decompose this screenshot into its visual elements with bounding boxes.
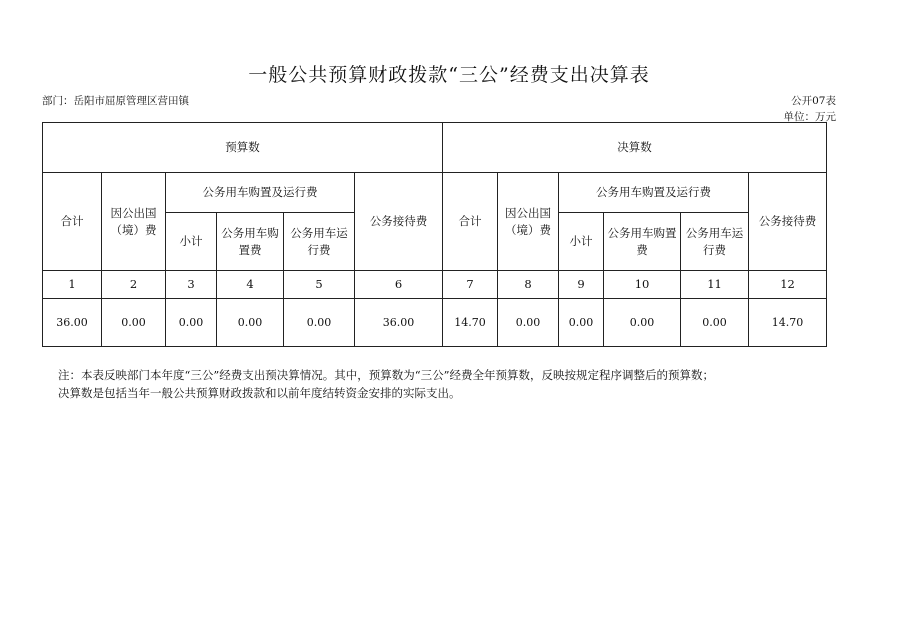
department-label: 部门：岳阳市屈原管理区营田镇: [42, 95, 189, 107]
header-vehicle-purchase-budget: 公务用车购置费: [217, 213, 284, 271]
header-abroad-budget: 因公出国（境）费: [102, 173, 166, 271]
header-budget-group: 预算数: [43, 123, 443, 173]
value-cell: 0.00: [217, 299, 284, 347]
header-reception-budget: 公务接待费: [355, 173, 443, 271]
header-subtotal-final: 小计: [559, 213, 604, 271]
header-total-final: 合计: [443, 173, 498, 271]
index-cell: 8: [498, 271, 559, 299]
value-cell: 0.00: [102, 299, 166, 347]
index-cell: 3: [166, 271, 217, 299]
index-cell: 6: [355, 271, 443, 299]
header-total-budget: 合计: [43, 173, 102, 271]
header-vehicle-operation-budget: 公务用车运行费: [284, 213, 355, 271]
index-cell: 12: [749, 271, 827, 299]
value-cell: 0.00: [604, 299, 681, 347]
index-row: [43, 271, 827, 299]
expenditure-table: [42, 122, 827, 347]
header-vehicle-purchase-final: 公务用车购置费: [604, 213, 681, 271]
value-cell: 0.00: [681, 299, 749, 347]
value-cell: 14.70: [749, 299, 827, 347]
value-cell: 0.00: [166, 299, 217, 347]
index-cell: 5: [284, 271, 355, 299]
header-vehicle-group-budget: 公务用车购置及运行费: [166, 173, 355, 213]
header-subtotal-budget: 小计: [166, 213, 217, 271]
index-cell: 9: [559, 271, 604, 299]
unit-label: 单位：万元: [783, 111, 836, 123]
index-cell: 10: [604, 271, 681, 299]
page-title: 一般公共预算财政拨款“三公”经费支出决算表: [248, 64, 650, 86]
value-cell: 36.00: [43, 299, 102, 347]
footnote-line-1: 注：本表反映部门本年度“三公”经费支出预决算情况。其中，预算数为“三公”经费全年预算数，反映按规定程序调整后的预算数；: [58, 368, 715, 382]
value-row: [43, 299, 827, 347]
index-cell: 2: [102, 271, 166, 299]
footnote: [58, 366, 838, 402]
index-cell: 7: [443, 271, 498, 299]
header-vehicle-operation-final: 公务用车运行费: [681, 213, 749, 271]
header-reception-final: 公务接待费: [749, 173, 827, 271]
header-abroad-final: 因公出国（境）费: [498, 173, 559, 271]
value-cell: 36.00: [355, 299, 443, 347]
index-cell: 4: [217, 271, 284, 299]
header-final-group: 决算数: [443, 123, 827, 173]
header-vehicle-group-final: 公务用车购置及运行费: [559, 173, 749, 213]
form-number: 公开07表: [791, 95, 836, 107]
index-cell: 1: [43, 271, 102, 299]
footnote-line-2: 决算数是包括当年一般公共预算财政拨款和以前年度结转资金安排的实际支出。: [58, 386, 461, 400]
index-cell: 11: [681, 271, 749, 299]
value-cell: 0.00: [559, 299, 604, 347]
value-cell: 14.70: [443, 299, 498, 347]
value-cell: 0.00: [284, 299, 355, 347]
value-cell: 0.00: [498, 299, 559, 347]
